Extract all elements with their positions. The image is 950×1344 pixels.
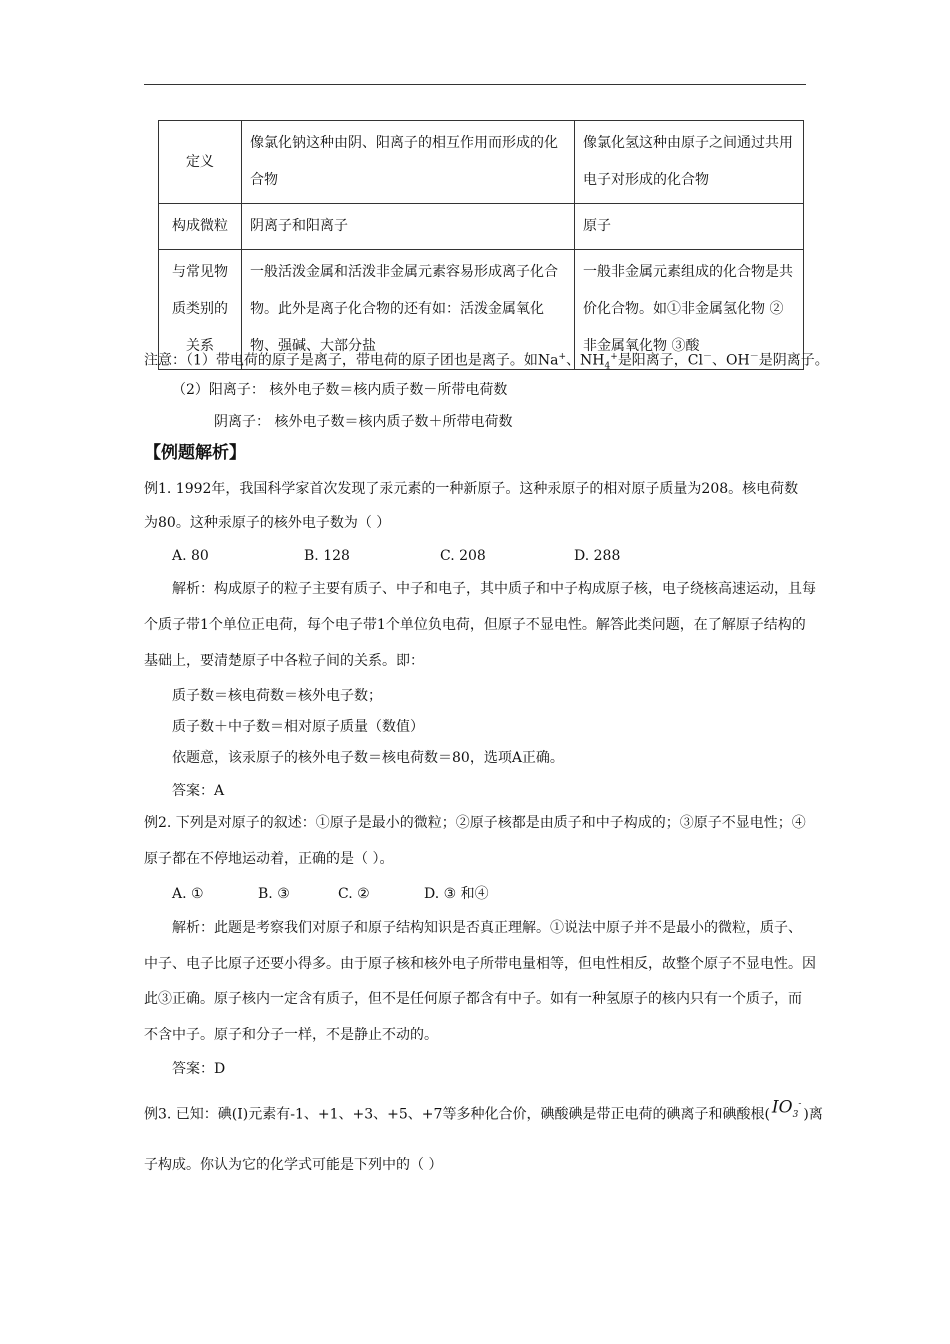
row-head: 构成微粒 — [159, 204, 242, 250]
option: A. ① — [172, 886, 204, 902]
ex3-question: 子构成。你认为它的化学式可能是下列中的（ ） — [144, 1157, 443, 1173]
ex2-question: 例2. 下列是对原子的叙述：①原子是最小的微粒；②原子核都是由质子和中子构成的；③原子不显电性；④ — [144, 815, 806, 831]
ex1-answer: 答案：A — [172, 783, 225, 799]
comparison-table — [158, 120, 804, 370]
formula-subscript: 3 — [792, 1110, 799, 1121]
ex1-analysis: 基础上，要清楚原子中各粒子间的关系。即： — [144, 653, 424, 669]
ex2-options — [172, 884, 489, 904]
ex3-question — [144, 1097, 823, 1131]
superscript: + — [558, 352, 567, 362]
note-text: 是阴离子。 — [758, 352, 829, 369]
iodate-formula — [772, 1094, 801, 1125]
row-head: 与常见物质类别的关系 — [159, 250, 242, 370]
option: D. 288 — [574, 548, 621, 564]
ex1-analysis: 个质子带1个单位正电荷，每个电子带1个单位负电荷，但原子不显电性。解答此类问题，在了解原子结构的 — [144, 617, 806, 633]
covalent-cell: 像氯化氢这种由原子之间通过共用电子对形成的化合物 — [575, 121, 804, 204]
superscript: + — [610, 352, 618, 362]
note-text: 、OH — [712, 352, 750, 369]
ionic-cell: 阴离子和阳离子 — [242, 204, 575, 250]
covalent-cell: 一般非金属元素组成的化合物是共价化合物。如①非金属氢化物 ② 非金属氧化物 ③酸 — [575, 250, 804, 370]
formula-superscript: - — [798, 1099, 802, 1109]
ex1-analysis: 解析：构成原子的粒子主要有质子、中子和电子，其中质子和中子构成原子核，电子绕核高速运动，且每 — [172, 581, 816, 597]
option: B. 128 — [304, 548, 350, 564]
ionic-cell: 像氯化钠这种由阴、阳离子的相互作用而形成的化合物 — [242, 121, 575, 204]
subscript: 4 — [604, 361, 611, 372]
ex3-text: )离 — [803, 1106, 823, 1123]
ex2-question: 原子都在不停地运动着，正确的是（ ）。 — [144, 851, 394, 867]
note-text: 、NH — [566, 352, 605, 369]
ex2-analysis: 解析：此题是考察我们对原子和原子结构知识是否真正理解。①说法中原子并不是最小的微粒，质子、 — [172, 920, 802, 936]
ex1-options — [172, 546, 620, 566]
row-head: 定义 — [159, 121, 242, 204]
note-2: （2）阳离子： 核外电子数＝核内质子数－所带电荷数 — [172, 382, 508, 398]
covalent-cell: 原子 — [575, 204, 804, 250]
ex1-question: 为80。这种汞原子的核外电子数为（ ） — [144, 515, 391, 531]
ionic-cell: 一般活泼金属和活泼非金属元素容易形成离子化合物。此外是离子化合物的还有如：活泼金属氧化物、强碱、大部分盐 — [242, 250, 575, 370]
ex1-analysis: 质子数＋中子数＝相对原子质量（数值） — [172, 719, 424, 735]
table-row — [159, 204, 804, 250]
option: C. 208 — [440, 548, 486, 564]
superscript: － — [703, 352, 713, 362]
ex2-answer: 答案：D — [172, 1061, 226, 1077]
option: C. ② — [338, 886, 370, 902]
ex2-analysis: 中子、电子比原子还要小得多。由于原子核和核外电子所带电量相等，但电性相反，故整个原子不显电性。因 — [144, 956, 816, 972]
table-row — [159, 121, 804, 204]
option: B. ③ — [258, 886, 290, 902]
superscript: － — [749, 352, 759, 362]
note-1 — [144, 347, 829, 376]
header-rule — [144, 84, 806, 85]
ex2-analysis: 此③正确。原子核内一定含有质子，但不是任何原子都含有中子。如有一种氢原子的核内只有一个质子，而 — [144, 991, 802, 1007]
formula-base: IO — [771, 1097, 793, 1118]
ex2-analysis: 不含中子。原子和分子一样，不是静止不动的。 — [144, 1027, 438, 1043]
note-text: 注意：（1）带电荷的原子是离子，带电荷的原子团也是离子。如Na — [144, 352, 559, 369]
comparison-table-wrap — [144, 120, 806, 370]
section-title: 【例题解析】 — [144, 443, 246, 463]
note-text: 是阳离子，Cl — [617, 352, 704, 369]
option: A. 80 — [172, 548, 209, 564]
ex3-text: 例3. 已知：碘(I)元素有-1、+1、+3、+5、+7等多种化合价，碘酸碘是带正电荷的碘离子和碘酸根( — [144, 1106, 770, 1123]
ex1-question: 例1. 1992年，我国科学家首次发现了汞元素的一种新原子。这种汞原子的相对原子质量为208。核电荷数 — [144, 481, 799, 497]
note-3: 阴离子： 核外电子数＝核内质子数＋所带电荷数 — [214, 414, 513, 430]
ex1-analysis: 依题意，该汞原子的核外电子数＝核电荷数＝80，选项A正确。 — [172, 750, 564, 766]
ex1-analysis: 质子数＝核电荷数＝核外电子数； — [172, 688, 382, 704]
option: D. ③ 和④ — [424, 886, 489, 902]
